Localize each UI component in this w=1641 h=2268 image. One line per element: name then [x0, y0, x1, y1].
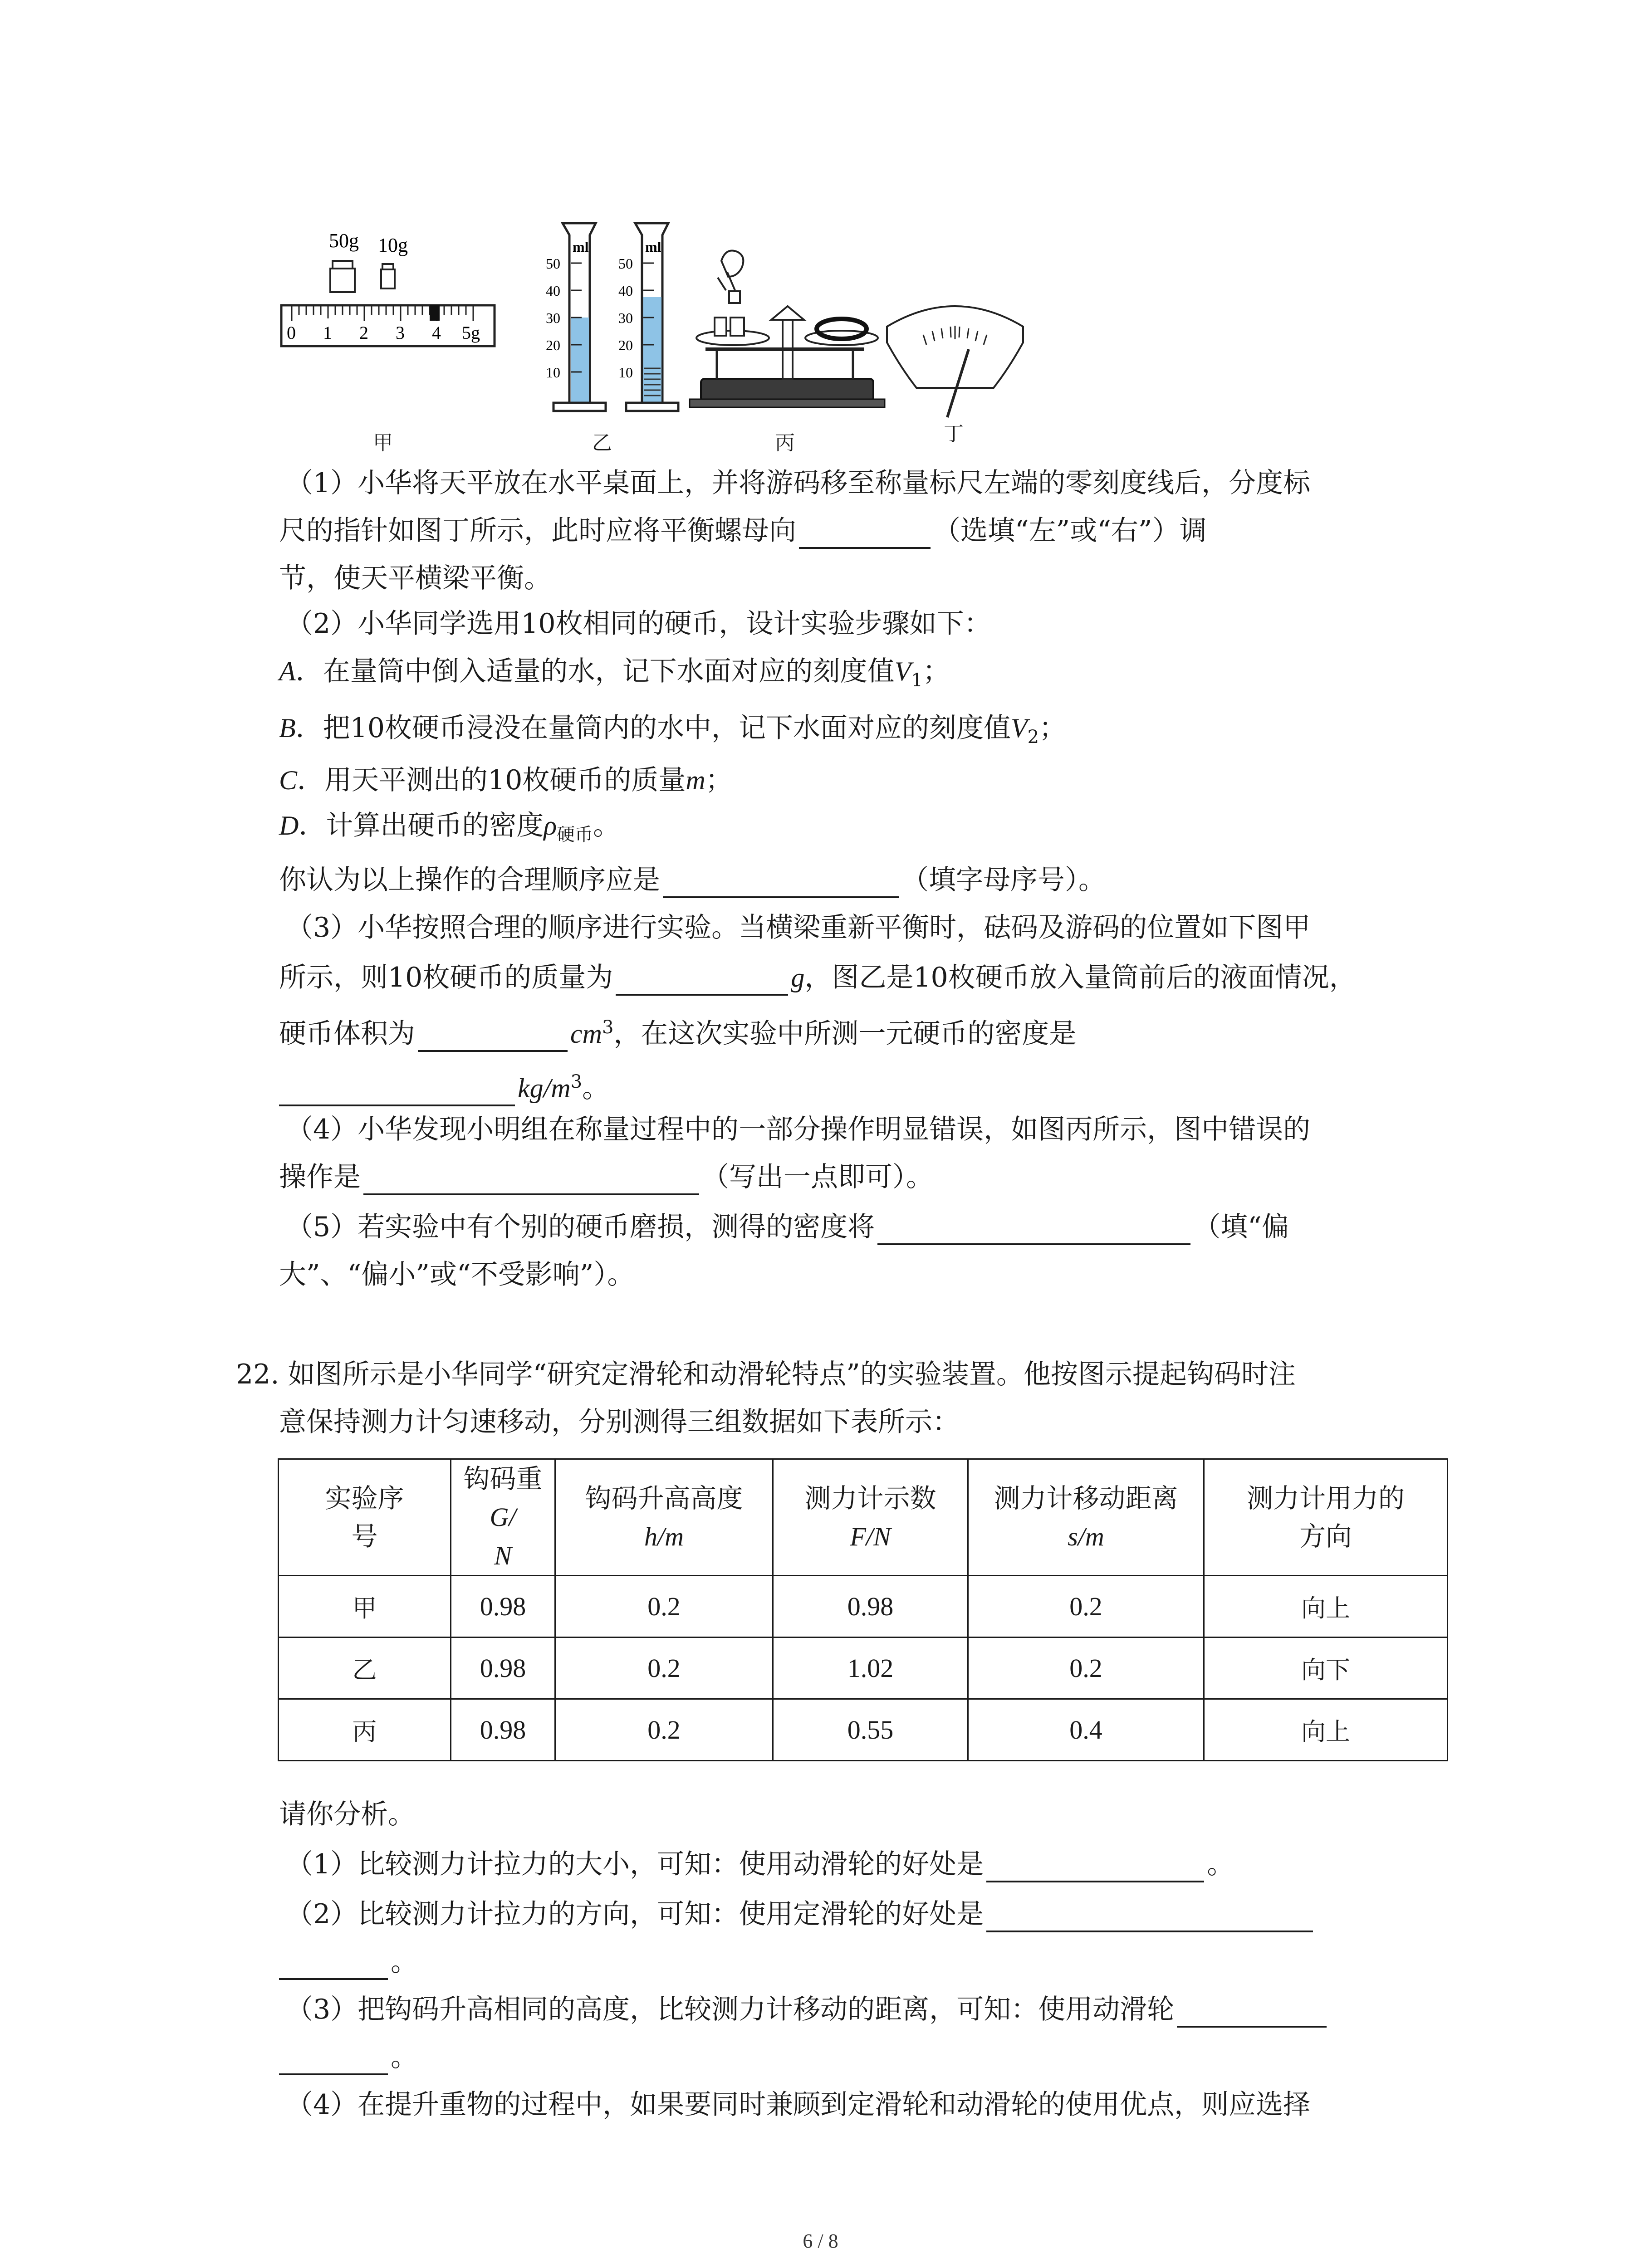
- svg-text:10: 10: [546, 364, 560, 381]
- q21-step-c: C．用天平测出的10枚硬币的质量m；: [279, 764, 733, 796]
- q22-a3-cont: 。: [279, 2039, 418, 2075]
- q21-p5-line2: 大”、“偏小”或“不受影响”）。: [279, 1259, 635, 1290]
- answer-blank-10b[interactable]: [279, 2047, 388, 2075]
- svg-text:30: 30: [546, 310, 560, 326]
- q21-p4-line2: 操作是 （写出一点即可）。: [279, 1159, 933, 1195]
- figure-ding-pointer: [887, 306, 1023, 417]
- q21-p3-line4: $kg/m^3$。: [279, 1064, 609, 1106]
- svg-text:40: 40: [618, 283, 633, 299]
- answer-blank-5[interactable]: [279, 1078, 515, 1106]
- ruler-tick-2: 2: [359, 323, 368, 343]
- table-row: 乙 0.98 0.2 1.02 0.2 向下: [279, 1637, 1448, 1699]
- q22-a2-cont: 。: [279, 1944, 418, 1980]
- cylinder-unit: ml: [573, 239, 589, 255]
- experiment-figure: [0, 0, 1641, 476]
- header-direction: 测力计用力的 方向: [1204, 1459, 1448, 1576]
- answer-blank-1[interactable]: [799, 521, 931, 549]
- cylinder-before: [546, 223, 606, 411]
- caption-jia: 甲: [373, 431, 393, 455]
- answer-blank-4[interactable]: [418, 1024, 568, 1052]
- q21-step-b: B．把10枚硬币浸没在量筒内的水中，记下水面对应的刻度值$V_2$；: [279, 712, 1067, 748]
- table-row: 丙 0.98 0.2 0.55 0.4 向上: [279, 1699, 1448, 1761]
- q21-p3-line1: （3）小华按照合理的顺序进行实验。当横梁重新平衡时，砝码及游码的位置如下图甲: [286, 912, 1311, 943]
- answer-blank-3[interactable]: [616, 968, 788, 996]
- answer-blank-2[interactable]: [663, 870, 899, 898]
- weight-50g-label: 50g: [329, 230, 359, 252]
- answer-blank-6[interactable]: [363, 1167, 699, 1195]
- figure-yi-cylinders: [546, 223, 678, 411]
- svg-text:10: 10: [618, 364, 633, 381]
- ruler-tick-3: 3: [396, 323, 405, 343]
- q21-p1-line3: 节，使天平横梁平衡。: [279, 562, 551, 594]
- answer-blank-7[interactable]: [877, 1217, 1190, 1245]
- pulley-data-table: [278, 1458, 1448, 1761]
- header-force: 测力计示数 F/N: [773, 1459, 968, 1576]
- svg-text:20: 20: [546, 337, 560, 353]
- q22-a1: （1）比较测力计拉力的大小，可知：使用动滑轮的好处是 。: [286, 1846, 1234, 1882]
- q21-p3-line3: 硬币体积为 $cm^3$，在这次实验中所测一元硬币的密度是: [279, 1009, 1076, 1052]
- answer-blank-9b[interactable]: [279, 1952, 388, 1980]
- svg-text:50: 50: [546, 255, 560, 272]
- ruler-tick-5g: 5g: [462, 323, 480, 343]
- header-trial-no: 实验序 号: [279, 1459, 451, 1576]
- header-weight: 钩码重G/ N: [451, 1459, 555, 1576]
- caption-yi: 乙: [592, 431, 612, 455]
- q22-a2: （2）比较测力计拉力的方向，可知：使用定滑轮的好处是: [286, 1896, 1316, 1932]
- svg-text:30: 30: [618, 310, 633, 326]
- ruler-tick-0: 0: [287, 323, 296, 343]
- q21-step-d: D．计算出硬币的密度$\rho_{硬币}$。: [279, 810, 621, 845]
- caption-bing: 丙: [775, 431, 795, 455]
- answer-blank-8[interactable]: [986, 1854, 1204, 1882]
- q21-p3-line2: 所示，则10枚硬币的质量为 g，图乙是10枚硬币放入量筒前后的液面情况，: [279, 959, 1357, 996]
- q21-p4-line1: （4）小华发现小明组在称量过程中的一部分操作明显错误，如图丙所示，图中错误的: [286, 1114, 1311, 1145]
- caption-ding: 丁: [944, 422, 964, 445]
- q21-p1-line1: （1）小华将天平放在水平桌面上，并将游码移至称量标尺左端的零刻度线后，分度标: [286, 467, 1311, 499]
- cylinder-after: [618, 223, 678, 411]
- header-height: 钩码升高高度 h/m: [555, 1459, 773, 1576]
- weight-10g-label: 10g: [378, 234, 408, 256]
- q22-a4: （4）在提升重物的过程中，如果要同时兼顾到定滑轮和动滑轮的使用优点，则应选择: [286, 2089, 1311, 2121]
- svg-text:50: 50: [618, 255, 633, 272]
- ruler-tick-4: 4: [432, 323, 441, 343]
- q22-stem-line2: 意保持测力计匀速移动，分别测得三组数据如下表所示：: [279, 1406, 960, 1438]
- page-number: 6 / 8: [803, 2230, 838, 2252]
- q22-a3: （3）把钩码升高相同的高度，比较测力计移动的距离，可知：使用动滑轮: [286, 1991, 1329, 2028]
- q21-p5-line1: （5）若实验中有个别的硬币磨损，测得的密度将 （填“偏: [286, 1209, 1289, 1245]
- svg-text:40: 40: [546, 283, 560, 299]
- figure-bing-balance: [690, 251, 885, 408]
- ruler-tick-1: 1: [323, 323, 332, 343]
- table-row: 甲 0.98 0.2 0.98 0.2 向上: [279, 1576, 1448, 1637]
- table-header-row: [279, 1459, 1448, 1576]
- answer-blank-9[interactable]: [986, 1904, 1313, 1932]
- q22-stem-line1: 22. 如图所示是小华同学“研究定滑轮和动滑轮特点”的实验装置。他按图示提起钩码时注: [236, 1359, 1296, 1390]
- svg-text:ml: ml: [645, 239, 661, 255]
- svg-text:20: 20: [618, 337, 633, 353]
- q21-order-question: 你认为以上操作的合理顺序应是 （填字母序号）。: [279, 862, 1106, 898]
- q21-p2-intro: （2）小华同学选用10枚相同的硬币，设计实验步骤如下：: [286, 608, 991, 640]
- q21-step-a: A．在量筒中倒入适量的水，记下水面对应的刻度值$V_1$；: [279, 655, 950, 691]
- answer-blank-10[interactable]: [1177, 1999, 1327, 2028]
- header-distance: 测力计移动距离 s/m: [968, 1459, 1204, 1576]
- figure-jia-weights-ruler: [281, 230, 495, 346]
- q22-analysis-prompt: 请你分析。: [279, 1799, 415, 1830]
- q21-p1-line2: 尺的指针如图丁所示，此时应将平衡螺母向 （选填“左”或“右”）调: [279, 513, 1207, 549]
